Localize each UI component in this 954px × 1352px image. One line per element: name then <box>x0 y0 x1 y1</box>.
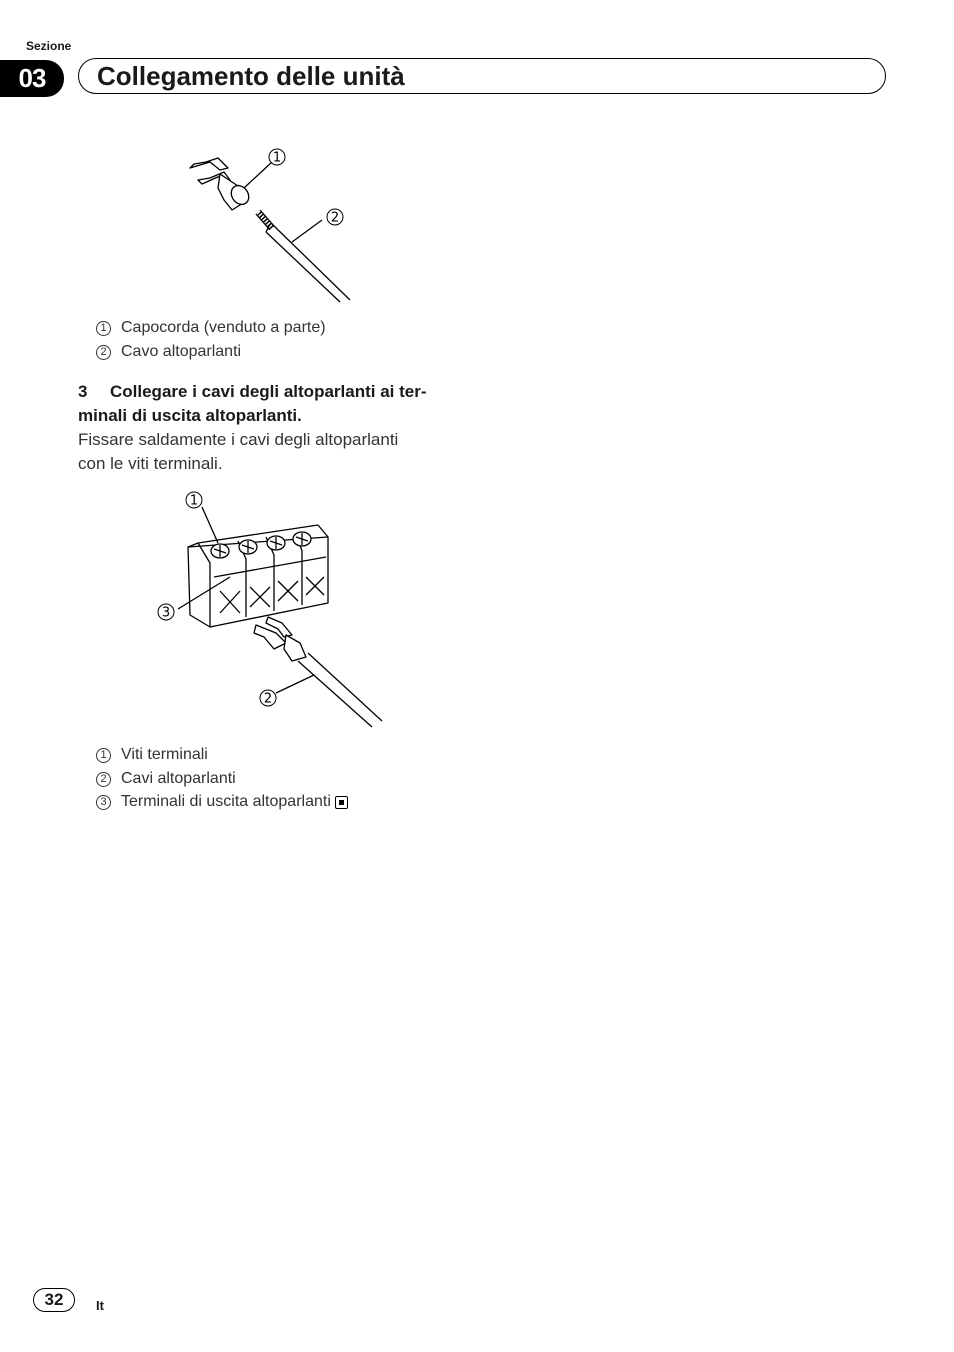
legend-number: 3 <box>96 795 111 810</box>
section-number-badge: 03 <box>0 60 64 97</box>
legend-text: Viti terminali <box>121 746 208 763</box>
figure-spade-terminal <box>180 140 370 310</box>
step-heading-line2: minali di uscita altoparlanti. <box>78 406 302 425</box>
callout-3: 3 <box>161 605 171 621</box>
legend-text: Cavi altoparlanti <box>121 770 236 787</box>
step-body-line2: con le viti terminali. <box>78 454 223 473</box>
callout-1: 1 <box>272 150 282 166</box>
legend-number: 2 <box>96 772 111 787</box>
legend-text: Terminali di uscita altoparlanti <box>121 793 331 810</box>
callout-2: 2 <box>330 210 340 226</box>
legend-item <box>96 793 348 811</box>
section-label: Sezione <box>26 39 72 53</box>
step-heading <box>78 380 478 428</box>
step-number: 3 <box>78 382 88 401</box>
legend-item <box>96 770 236 788</box>
step-heading-line1: Collegare i cavi degli altoparlanti ai ter- <box>110 382 427 401</box>
legend-item <box>96 319 326 337</box>
language-code: It <box>96 1298 104 1313</box>
callout-1: 1 <box>189 493 199 509</box>
end-of-section-icon <box>335 796 348 809</box>
legend-text: Capocorda (venduto a parte) <box>121 319 326 336</box>
page-title: Collegamento delle unità <box>97 61 405 91</box>
legend-number: 1 <box>96 748 111 763</box>
legend-number: 2 <box>96 345 111 360</box>
page-number: 32 <box>33 1288 75 1312</box>
callout-2: 2 <box>263 691 273 707</box>
step-body <box>78 428 468 476</box>
legend-number: 1 <box>96 321 111 336</box>
legend-text: Cavo altoparlanti <box>121 343 242 360</box>
legend-item <box>96 343 241 361</box>
legend-item <box>96 746 208 764</box>
figure-terminal-block <box>150 485 400 735</box>
step-body-line1: Fissare saldamente i cavi degli altoparlanti <box>78 430 399 449</box>
